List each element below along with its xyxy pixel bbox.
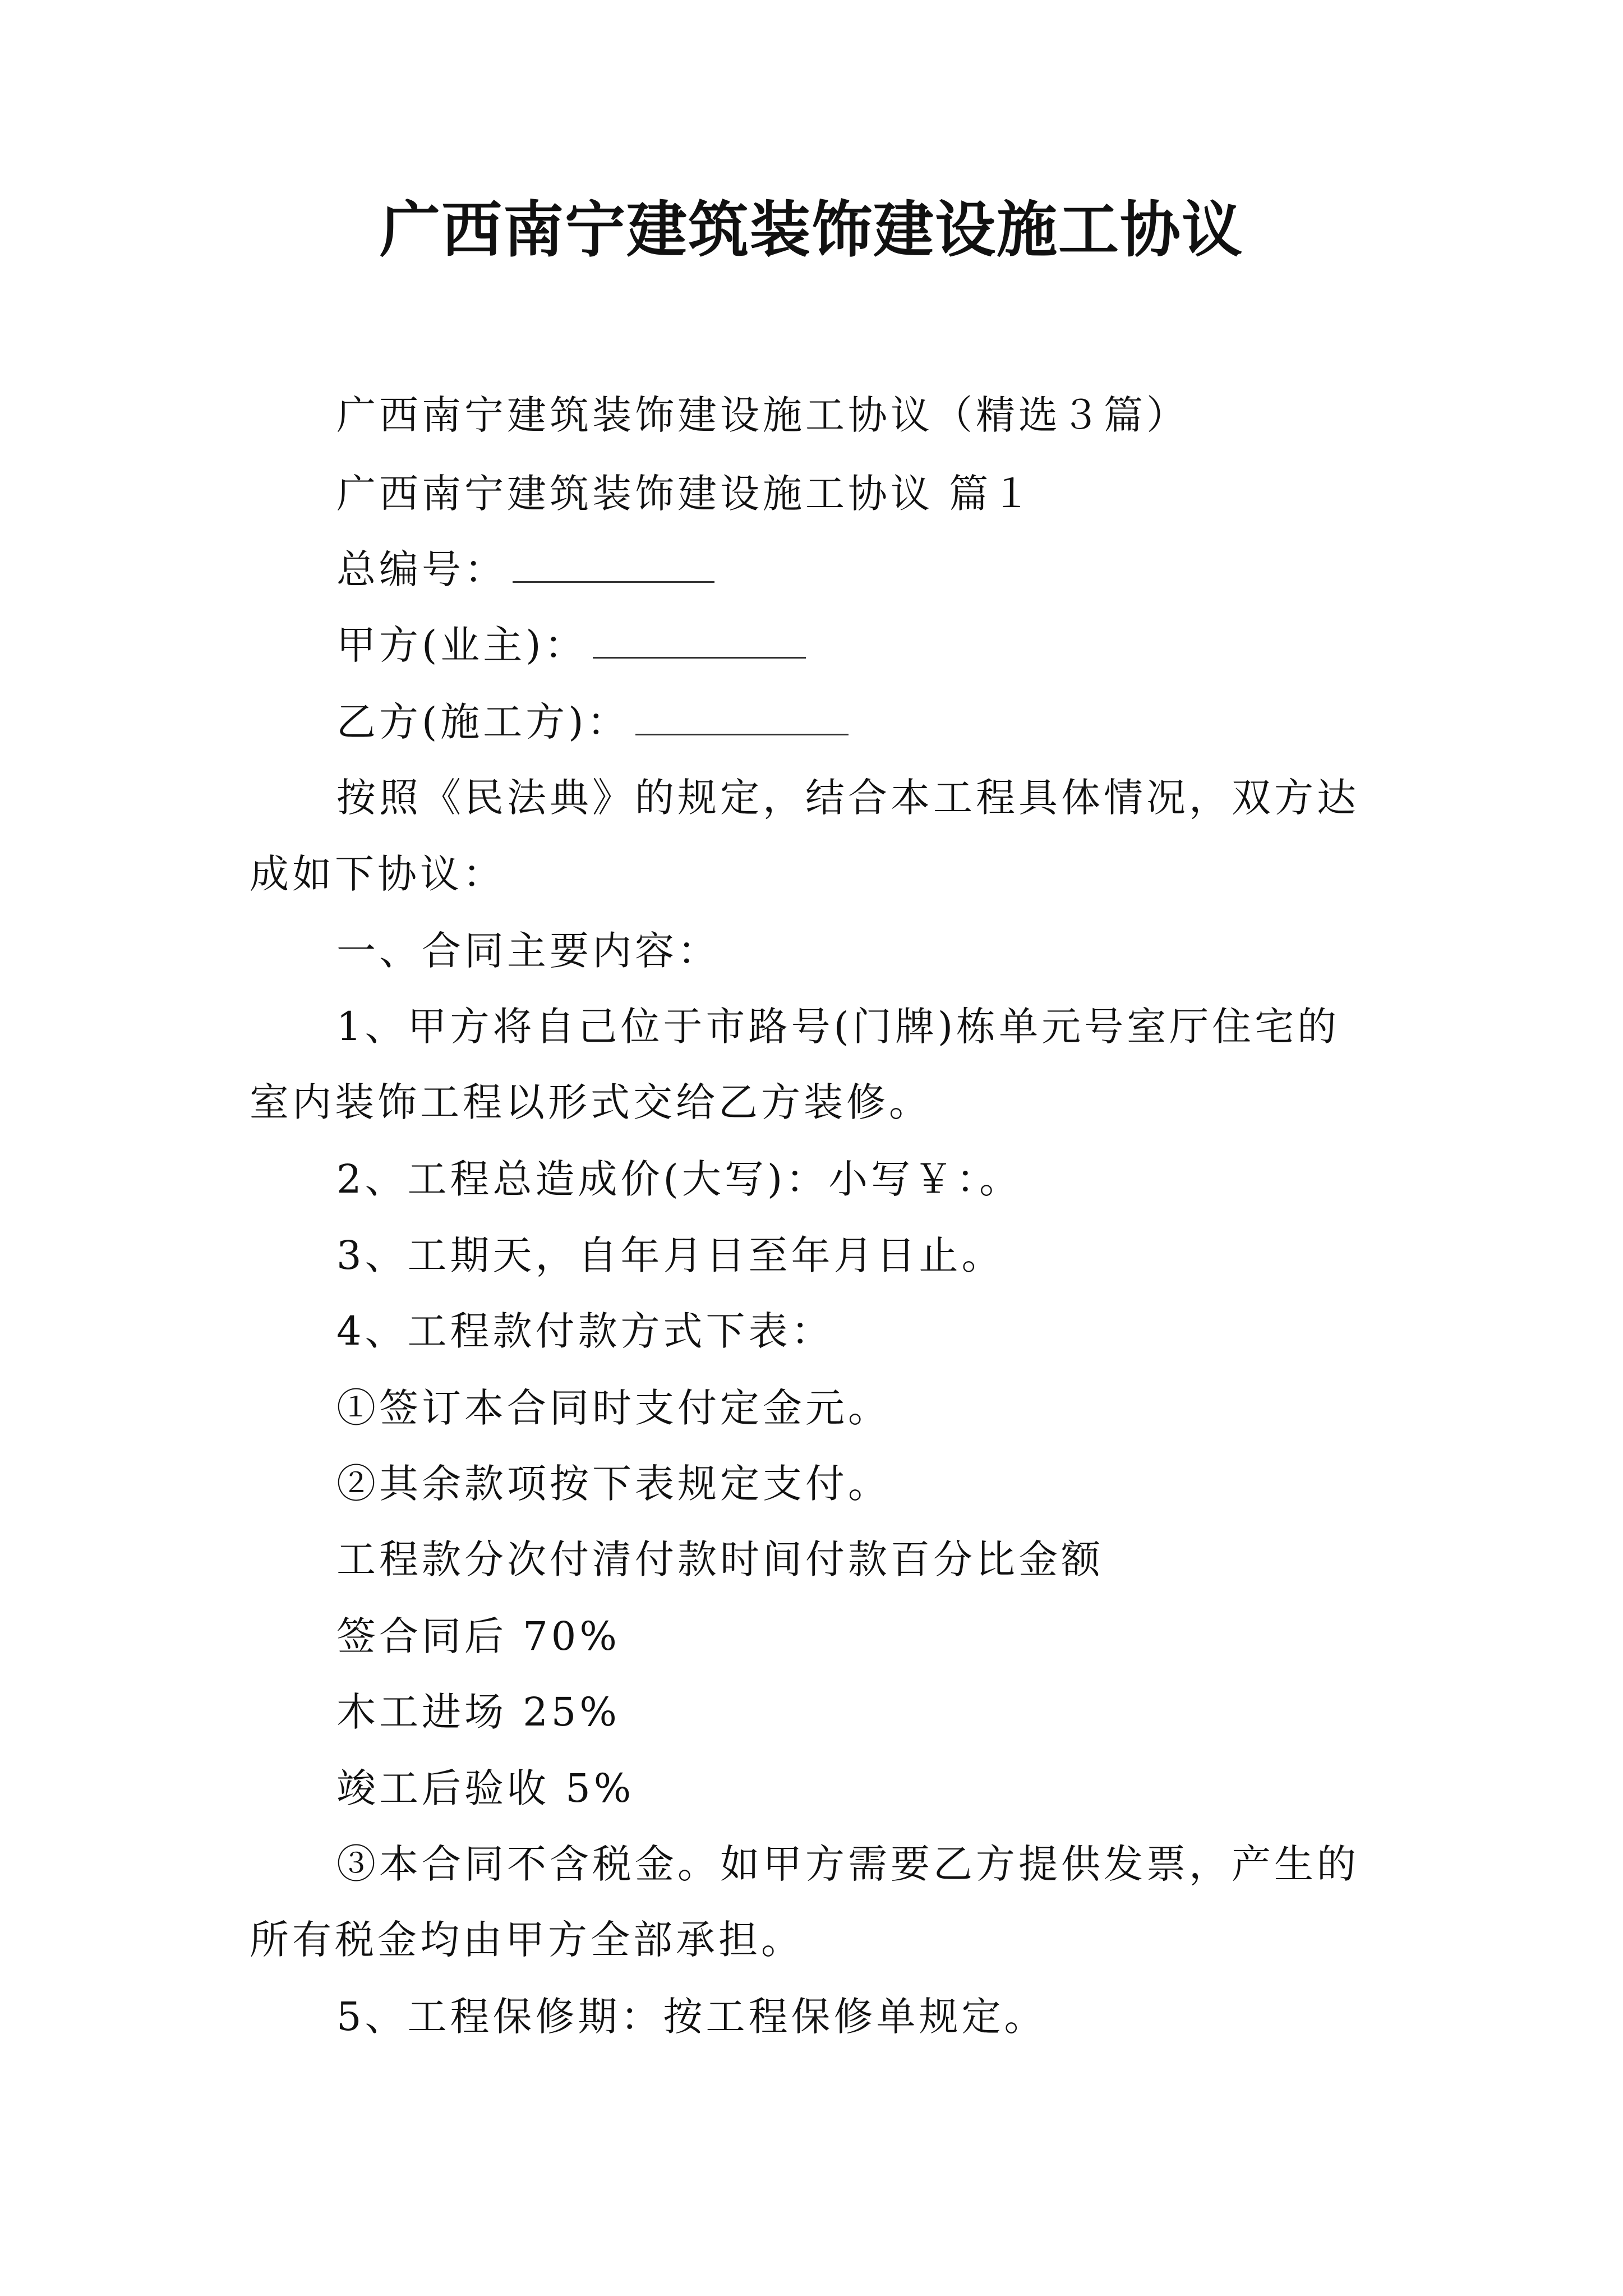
sub-item-3-line: ③本合同不含税金。如甲方需要乙方提供发票，产生的 — [336, 1841, 1359, 1887]
sub-item-2: ②其余款项按下表规定支付。 — [336, 1461, 891, 1507]
payment-table-row: 竣工后验收 5% — [336, 1765, 635, 1811]
field-serial-number — [336, 541, 714, 597]
item-5: 5、工程保修期：按工程保修单规定。 — [336, 1994, 1047, 2040]
field-label: 甲方(业主)： — [336, 622, 587, 668]
item-3: 3、工期天，自年月日至年月日止。 — [336, 1232, 1004, 1278]
field-party-b — [336, 694, 849, 750]
document-subtitle: 广西南宁建筑装饰建设施工协议（精选３篇） — [336, 392, 1189, 438]
item-1-line: 1、甲方将自己位于市路号(门牌)栋单元号室厅住宅的 — [336, 1004, 1340, 1050]
item-1-line: 室内装饰工程以形式交给乙方装修。 — [250, 1079, 932, 1125]
blank-line — [513, 542, 714, 583]
field-label: 总编号： — [336, 546, 507, 592]
blank-line — [635, 694, 849, 735]
payment-table-row: 木工进场 25% — [336, 1689, 620, 1735]
field-label: 乙方(施工方)： — [336, 699, 630, 745]
document-title: 广西南宁建筑装饰建设施工协议 — [379, 195, 1243, 265]
sub-item-3-line: 所有税金均由甲方全部承担。 — [250, 1917, 804, 1963]
section-one-heading: 一、合同主要内容： — [336, 928, 720, 974]
payment-table-row: 签合同后 70% — [336, 1613, 620, 1659]
intro-paragraph-line: 成如下协议： — [250, 851, 505, 897]
intro-paragraph-line: 按照《民法典》的规定，结合本工程具体情况，双方达 — [336, 775, 1359, 821]
section-heading: 广西南宁建筑装饰建设施工协议 篇１ — [336, 471, 1035, 517]
sub-item-1: ①签订本合同时支付定金元。 — [336, 1385, 891, 1431]
payment-table-header: 工程款分次付清付款时间付款百分比金额 — [336, 1536, 1104, 1582]
field-party-a — [336, 617, 806, 673]
item-2: 2、工程总造成价(大写)：小写￥：。 — [336, 1156, 1022, 1202]
item-4: 4、工程款付款方式下表： — [336, 1308, 834, 1354]
blank-line — [593, 618, 806, 659]
